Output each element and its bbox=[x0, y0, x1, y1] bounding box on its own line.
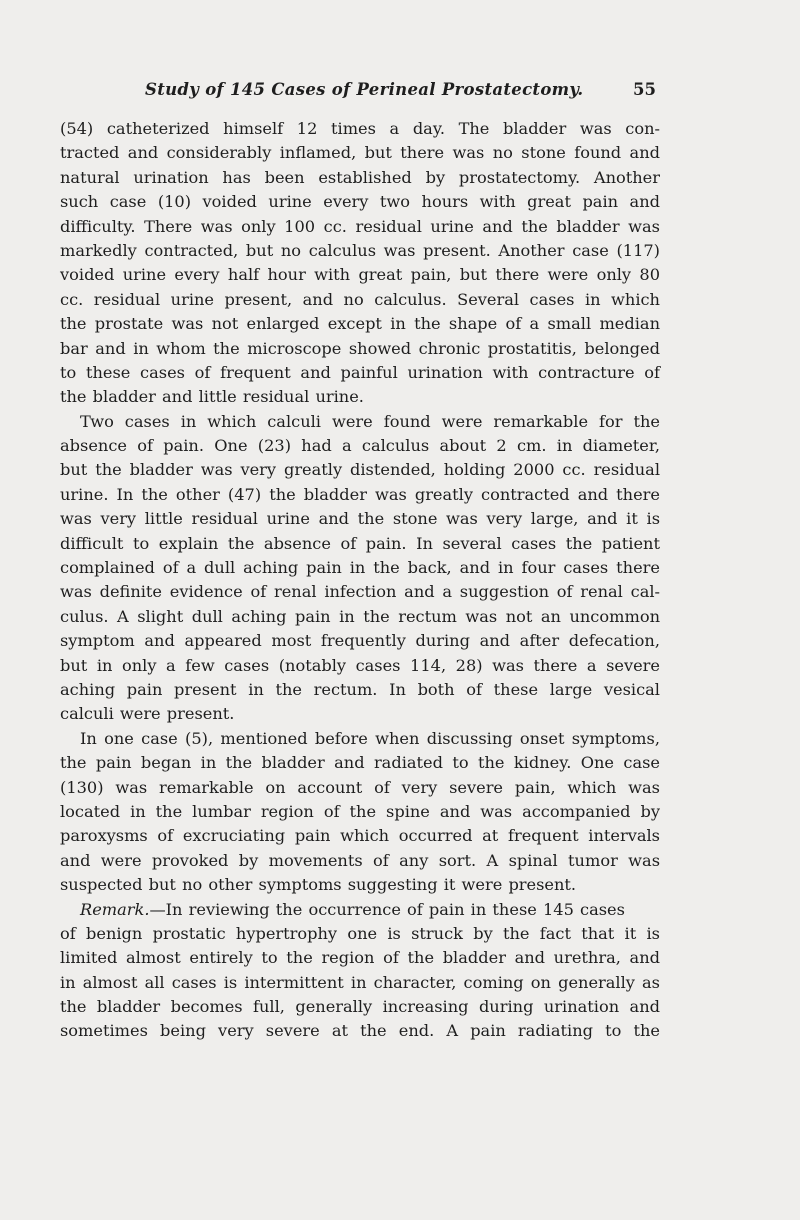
page-number: 55 bbox=[633, 80, 656, 99]
text-line: the bladder becomes full, generally increasing during urination and bbox=[60, 997, 660, 1017]
text-line: complained of a dull aching pain in the back, and in four cases there bbox=[60, 558, 660, 578]
text-line: Two cases in which calculi were found were remarkable for the bbox=[80, 411, 660, 431]
text-line: culus. A slight dull aching pain in the rectum was not an uncommon bbox=[60, 606, 660, 626]
text-line: voided urine every half hour with great pain, but there were only 80 bbox=[60, 265, 660, 285]
text-line: and were provoked by movements of any sort. A spinal tumor was bbox=[60, 850, 660, 870]
text-line: In one case (5), mentioned before when discussing onset symptoms, bbox=[80, 728, 660, 748]
text-line: suspected but no other symptoms suggesting it were present. bbox=[60, 875, 577, 895]
remark-text: —In reviewing the occurrence of pain in these 145 cases bbox=[149, 899, 625, 919]
text-line: but in only a few cases (notably cases 114, 28) was there a severe bbox=[60, 655, 660, 675]
text-line: in almost all cases is intermittent in character, coming on generally as bbox=[60, 972, 660, 992]
text-line: of benign prostatic hypertrophy one is struck by the fact that it is bbox=[60, 923, 660, 943]
text-line: bar and in whom the microscope showed chronic prostatitis, belonged bbox=[60, 338, 660, 358]
text-line: located in the lumbar region of the spine and was accompanied by bbox=[60, 801, 660, 821]
text-line: markedly contracted, but no calculus was present. Another case (117) bbox=[60, 240, 660, 260]
text-line: (130) was remarkable on account of very severe pain, which was bbox=[60, 777, 660, 797]
text-line: difficult to explain the absence of pain. In several cases the patient bbox=[60, 533, 660, 553]
text-line: the pain began in the bladder and radiated to the kidney. One case bbox=[60, 753, 660, 773]
text-line: difficulty. There was only 100 cc. residual urine and the bladder was bbox=[60, 216, 660, 236]
remark-line bbox=[60, 898, 660, 922]
text-line: such case (10) voided urine every two hours with great pain and bbox=[60, 192, 660, 212]
text-line: (54) catheterized himself 12 times a day. The bladder was con- bbox=[60, 119, 660, 138]
text-line: urine. In the other (47) the bladder was greatly contracted and there bbox=[60, 484, 660, 504]
text-line: calculi were present. bbox=[60, 704, 235, 724]
text-line: was definite evidence of renal infection and a suggestion of renal cal- bbox=[60, 582, 660, 602]
text-line: limited almost entirely to the region of the bladder and urethra, and bbox=[60, 948, 660, 968]
text-line: paroxysms of excruciating pain which occurred at frequent intervals bbox=[60, 826, 660, 846]
text-line: to these cases of frequent and painful urination with contracture of bbox=[60, 362, 660, 382]
text-line: absence of pain. One (23) had a calculus about 2 cm. in diameter, bbox=[60, 436, 660, 456]
remark-label: Remark. bbox=[80, 899, 150, 919]
text-line: but the bladder was very greatly distended, holding 2000 cc. residual bbox=[60, 460, 660, 480]
text-line: symptom and appeared most frequently during and after defecation, bbox=[60, 631, 660, 651]
text-line: natural urination has been established by prostatectomy. Another bbox=[60, 167, 660, 187]
text-line: sometimes being very severe at the end. A pain radiating to the bbox=[60, 1021, 660, 1041]
text-line: was very little residual urine and the stone was very large, and it is bbox=[60, 509, 660, 529]
body-text bbox=[60, 117, 660, 1044]
text-line: tracted and considerably inflamed, but there was no stone found and bbox=[60, 143, 660, 163]
text-line: cc. residual urine present, and no calculus. Several cases in which bbox=[60, 289, 660, 309]
text-line: aching pain present in the rectum. In both of these large vesical bbox=[60, 679, 660, 699]
text-line: the prostate was not enlarged except in the shape of a small median bbox=[60, 314, 660, 334]
running-head-title: Study of 145 Cases of Perineal Prostatectomy. bbox=[145, 80, 584, 99]
text-line: the bladder and little residual urine. bbox=[60, 387, 364, 407]
running-head bbox=[145, 80, 645, 110]
